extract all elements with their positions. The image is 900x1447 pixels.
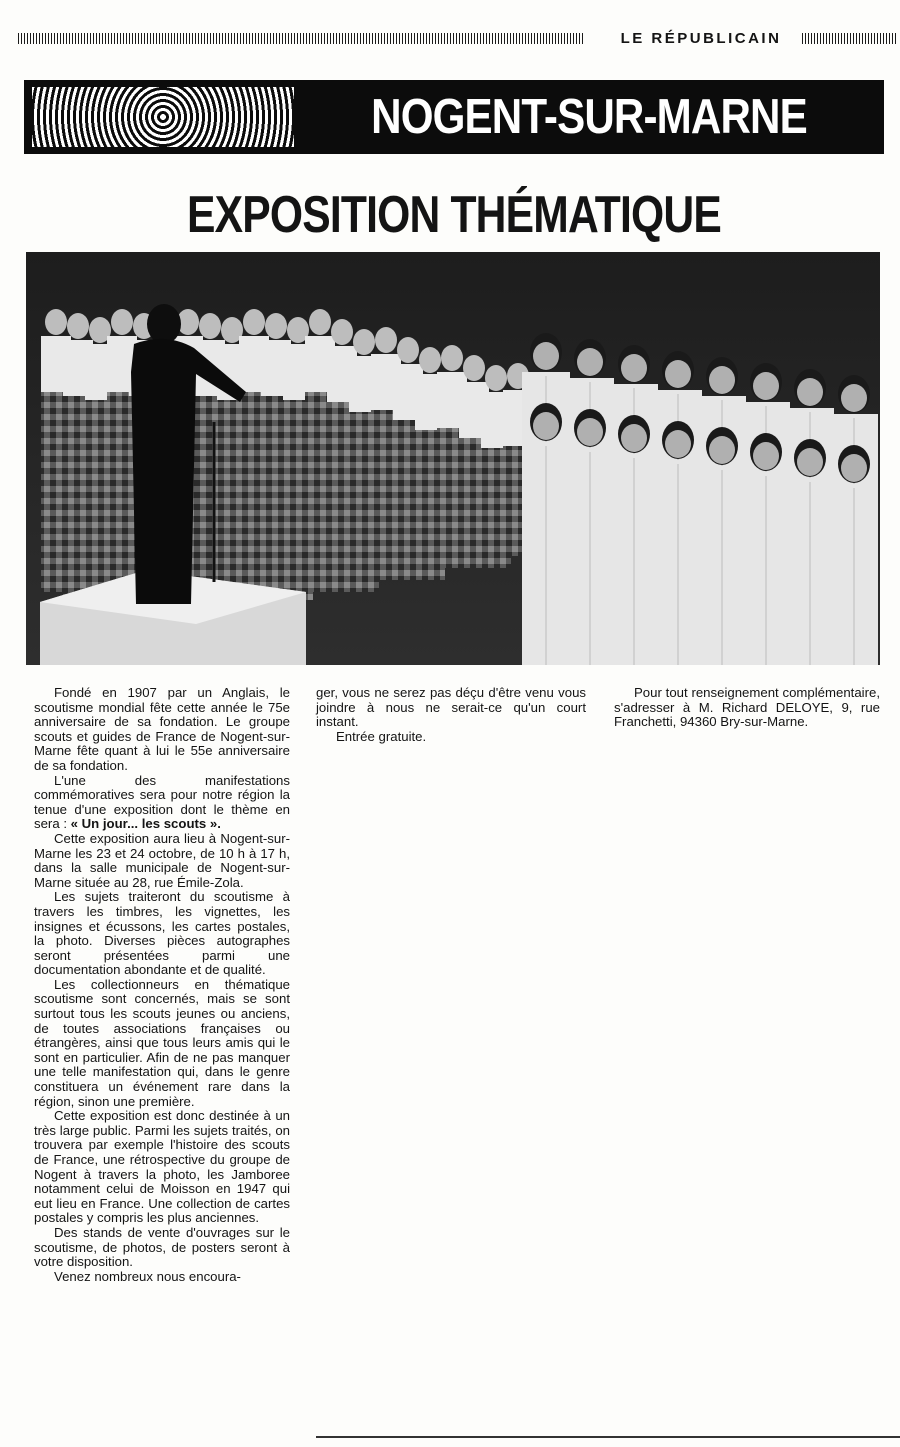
concentric-rings-ornament [32,87,294,147]
article-column-3 [614,686,880,730]
choir-photo [26,252,880,665]
choir-photo-illustration [26,252,880,665]
article-paragraph: Fondé en 1907 par un Anglais, le scoutisme mondial fête cette année le 75e anniversaire de sa fondation. Le groupe scouts et guides de France de Nogent-sur-Marne fête quant à lui le 55e anniversaire de sa fondation. [34,685,290,773]
article-paragraph: Cette exposition aura lieu à Nogent-sur-Marne les 23 et 24 octobre, de 10 h à 17 h, dans la salle municipale de Nogent-sur-Marne située au 28, rue Émile-Zola. [34,830,290,890]
article-headline: EXPOSITION THÉMATIQUE [187,186,721,244]
article-paragraph: Venez nombreux nous encoura- [54,1268,241,1284]
article-paragraph: ger, vous ne serez pas déçu d'être venu vous joindre à nous ne serait-ce qu'un court instant. [316,685,586,730]
article-paragraph: Pour tout renseignement complémentaire, s'adresser à M. Richard DELOYE, 9, rue Franchetti, 94360 Bry-sur-Marne. [614,685,880,730]
article-paragraph: Les sujets traiteront du scoutisme à travers les timbres, les vignettes, les insignes et écussons, les cartes postales, la photo. Diverses pièces autographes seront présentées parmi une documentation abondante et de qualité. [34,889,290,978]
bottom-rule [316,1436,900,1438]
article-column-1 [34,686,290,1284]
masthead-rule-right [802,33,898,44]
article-paragraph: Des stands de vente d'ouvrages sur le scoutisme, de photos, de posters seront à votre disposition. [34,1224,290,1270]
article-paragraph: Les collectionneurs en thématique scoutisme sont concernés, mais se sont surtout tous les scouts jeunes ou anciens, de toutes associations françaises ou étrangères, ainsi que tous leurs amis qui le sont en particulier. Afin de ne pas manquer une telle manifestation qui, dans le genre constituera un événement rare dans la région, sinon une première. [34,976,290,1109]
town-name: NOGENT-SUR-MARNE [371,90,807,144]
article-paragraph: Cette exposition est donc destinée à un très large public. Parmi les sujets traités, on trouvera par exemple l'histoire des scouts de France, une rétrospective du groupe de Nogent à travers la photo, les Jamboree notamment celui de Moisson en 1947 qui eut lieu en France. Une collection de cartes postales y compris les plus anciennes. [34,1108,290,1226]
article-text: L'une des manifestations commémoratives sera pour notre région la tenue d'une exposition dont le thème en sera : [34,772,290,832]
newspaper-name: LE RÉPUBLICAIN [620,30,782,47]
exhibition-theme: « Un jour... les scouts ». [70,816,221,832]
article-column-2 [316,686,586,744]
article-paragraph: Entrée gratuite. [336,728,427,744]
article-paragraph [34,774,290,832]
town-banner [24,80,884,154]
masthead-bar [18,28,898,50]
masthead-rule-left [18,33,584,44]
